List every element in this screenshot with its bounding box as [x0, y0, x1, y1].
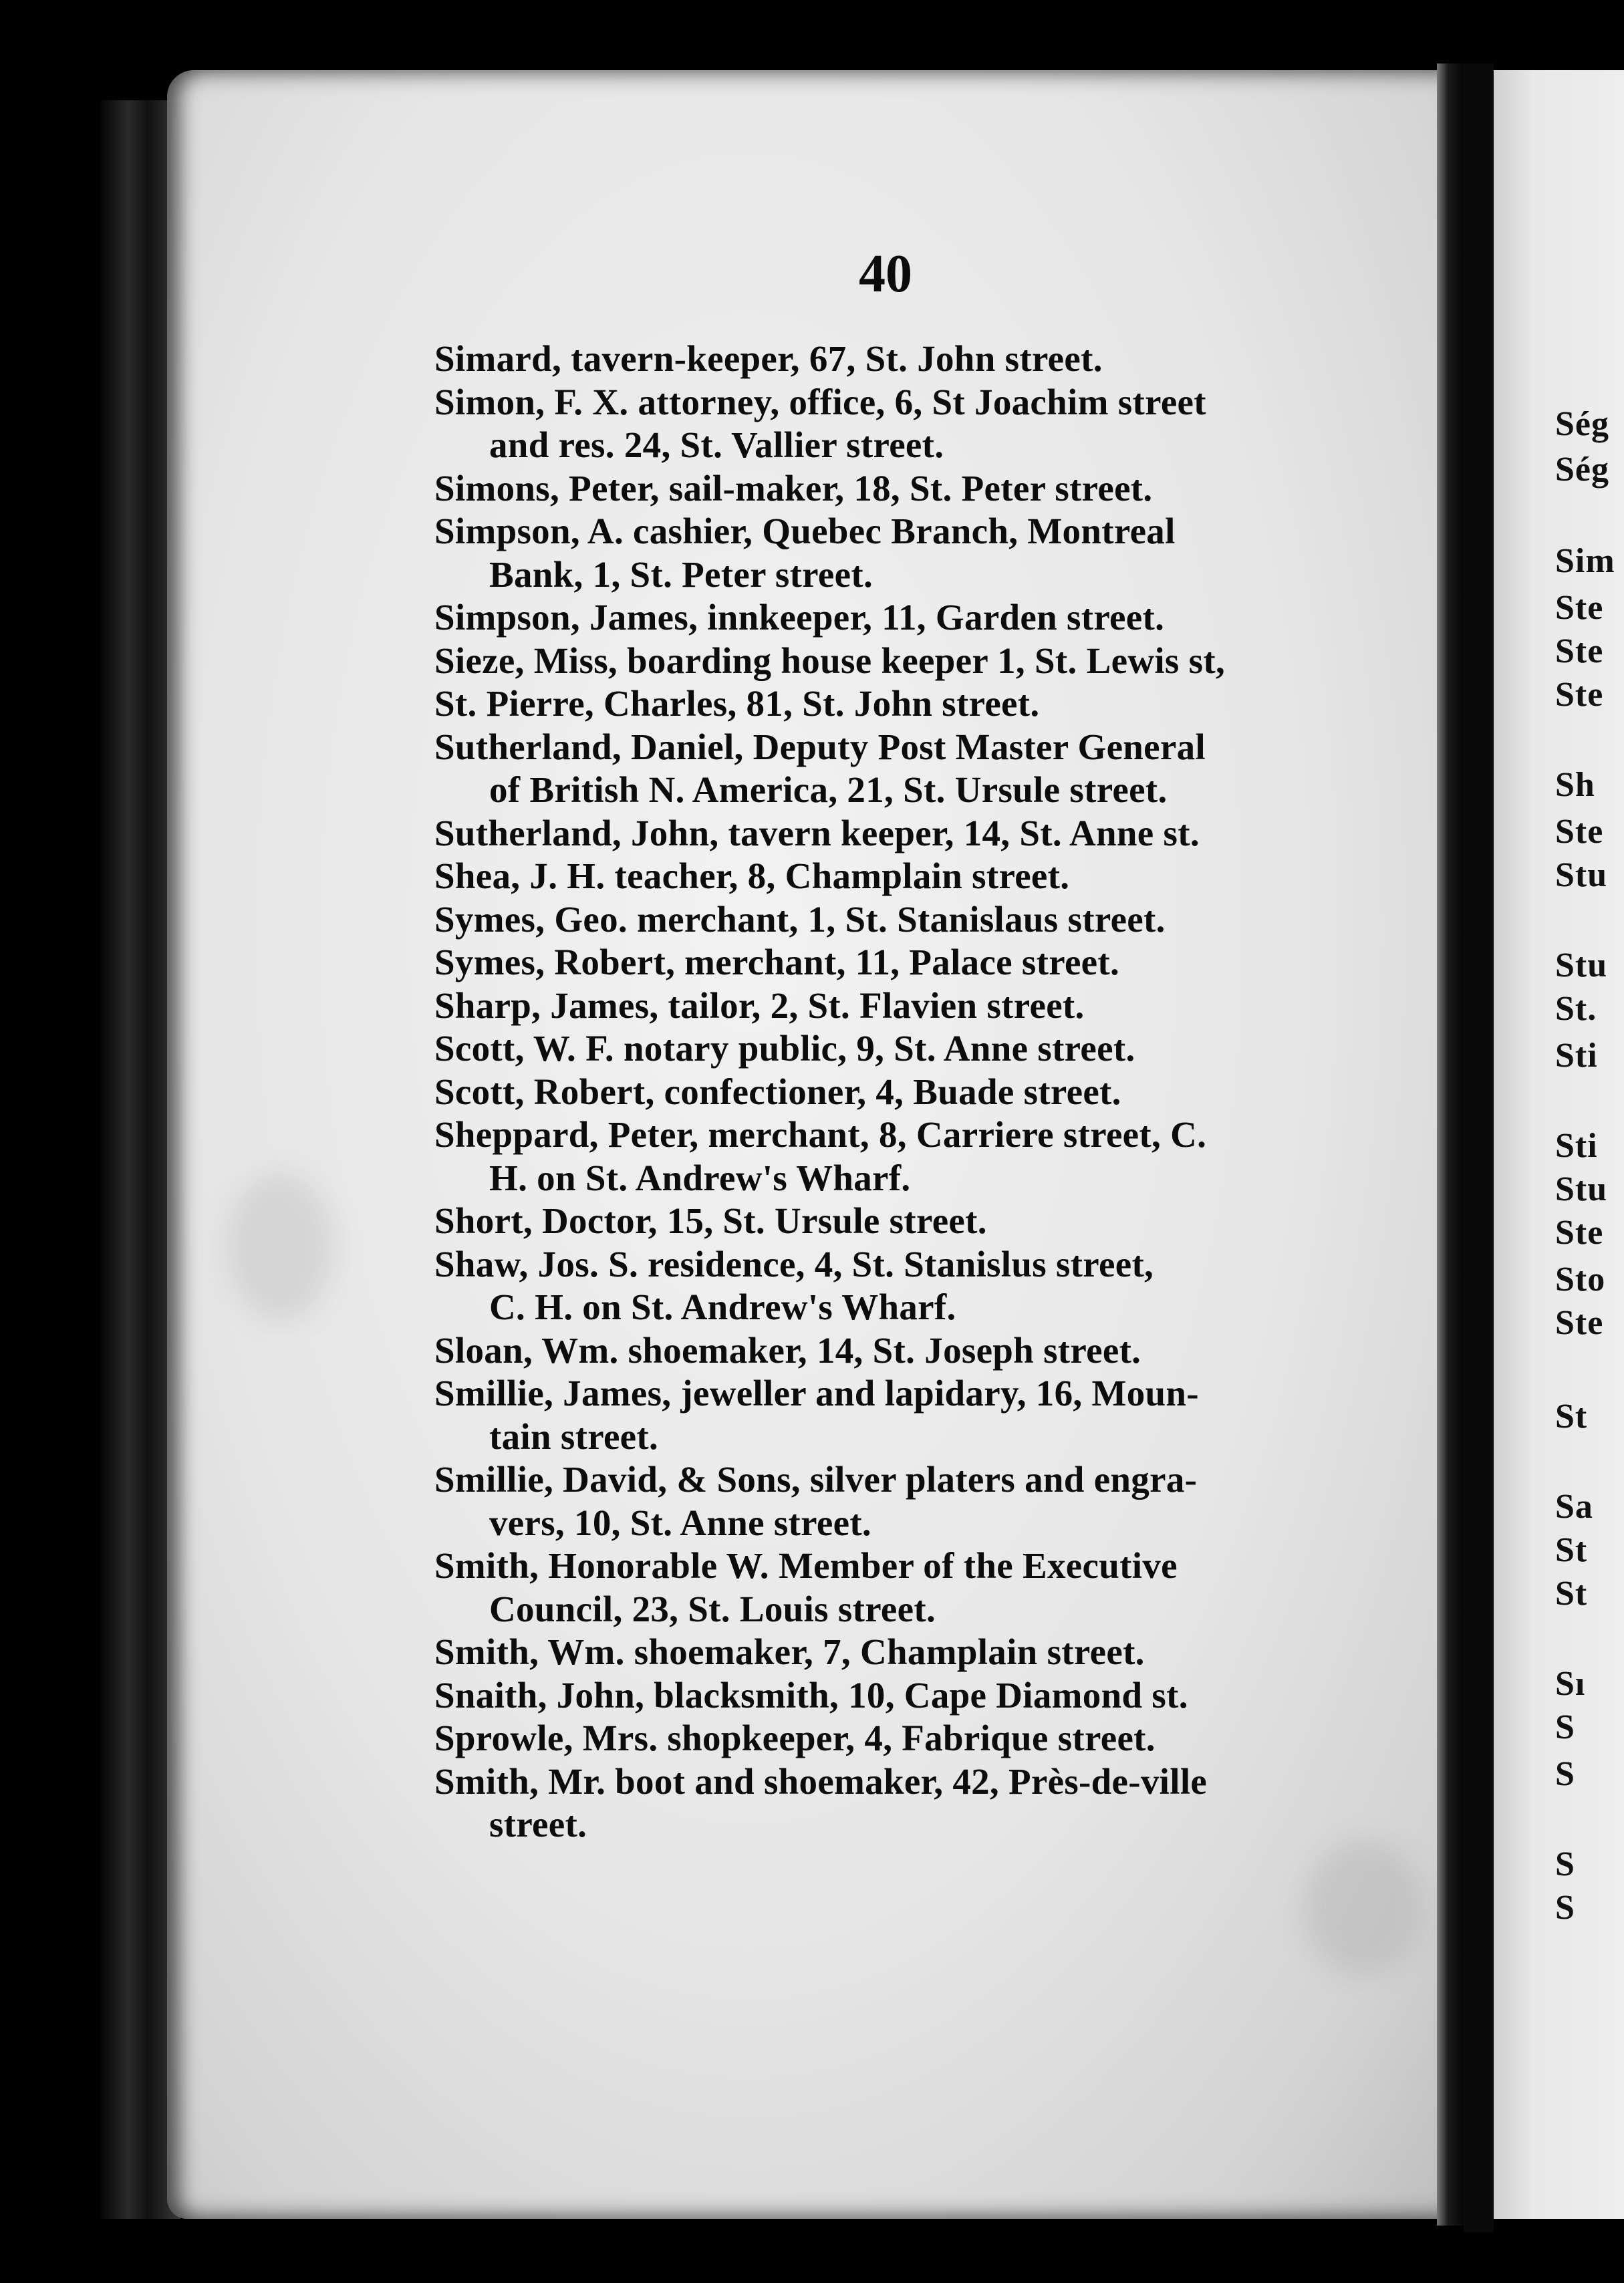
directory-list	[434, 338, 1390, 1847]
facing-page-text: St	[1555, 1397, 1588, 1436]
page-stain	[227, 1173, 334, 1320]
facing-page-text: Ste	[1555, 589, 1604, 627]
facing-page-text: Ste	[1555, 676, 1604, 714]
facing-page-text: Ste	[1555, 1304, 1604, 1342]
facing-page-text: Sti	[1555, 1127, 1598, 1165]
directory-entry: Smith, Wm. shoemaker, 7, Champlain street.	[434, 1631, 1145, 1672]
directory-entry: Sutherland, Daniel, Deputy Post Master General of British N. America, 21, St. Ursule street.	[434, 726, 1206, 810]
directory-entry: Sieze, Miss, boarding house keeper 1, St. Lewis st,	[434, 640, 1226, 681]
directory-entry: Short, Doctor, 15, St. Ursule street.	[434, 1200, 987, 1241]
facing-page-text: Ste	[1555, 632, 1604, 670]
facing-page-text: Ség	[1555, 405, 1609, 443]
directory-entry: Simard, tavern-keeper, 67, St. John street.	[434, 338, 1103, 379]
facing-page	[1494, 70, 1624, 2219]
page-stain	[1303, 1841, 1424, 1975]
facing-page-text: Stu	[1555, 946, 1608, 984]
facing-page-text: S	[1555, 1755, 1575, 1793]
directory-entry: Shea, J. H. teacher, 8, Champlain street.	[434, 855, 1070, 896]
directory-entry: Smillie, James, jeweller and lapidary, 16, Moun- tain street.	[434, 1373, 1199, 1457]
directory-entry: Symes, Robert, merchant, 11, Palace street.	[434, 942, 1120, 982]
directory-entry: Smith, Mr. boot and shoemaker, 42, Près-de-ville street.	[434, 1760, 1208, 1845]
directory-entry: Simpson, A. cashier, Quebec Branch, Montreal Bank, 1, St. Peter street.	[434, 511, 1176, 595]
facing-page-text: Sti	[1555, 1037, 1598, 1075]
facing-page-text: Sim	[1555, 542, 1615, 580]
directory-entry: Simons, Peter, sail-maker, 18, St. Peter street.	[434, 467, 1153, 509]
page-number: 40	[859, 245, 912, 303]
directory-entry: Simon, F. X. attorney, office, 6, St Joachim street and res. 24, St. Vallier street.	[434, 381, 1206, 465]
directory-entry: St. Pierre, Charles, 81, St. John street.	[434, 683, 1040, 724]
facing-page-text: S	[1555, 1708, 1575, 1746]
facing-page-text: Ség	[1555, 450, 1609, 489]
directory-entry: Scott, W. F. notary public, 9, St. Anne street.	[434, 1028, 1135, 1069]
facing-page-text: St	[1555, 1575, 1588, 1613]
facing-page-text: Sto	[1555, 1260, 1606, 1299]
facing-page-text: Sa	[1555, 1488, 1593, 1526]
facing-page-text: Ste	[1555, 813, 1604, 851]
directory-entry: Sprowle, Mrs. shopkeeper, 4, Fabrique street.	[434, 1718, 1156, 1758]
directory-entry: Sheppard, Peter, merchant, 8, Carriere street, C. H. on St. Andrew's Wharf.	[434, 1114, 1207, 1198]
directory-entry: Simpson, James, innkeeper, 11, Garden street.	[434, 597, 1165, 638]
directory-entry: Shaw, Jos. S. residence, 4, St. Stanislus street, C. H. on St. Andrew's Wharf.	[434, 1243, 1154, 1327]
directory-entry: Smith, Honorable W. Member of the Executive Council, 23, St. Louis street.	[434, 1545, 1178, 1629]
directory-entry: Symes, Geo. merchant, 1, St. Stanislaus street.	[434, 898, 1166, 940]
facing-page-text: Ste	[1555, 1214, 1604, 1252]
facing-page-text: Sh	[1555, 766, 1595, 804]
facing-page-text: St	[1555, 1531, 1588, 1569]
book-gutter	[1464, 63, 1494, 2232]
directory-entry: Sharp, James, tailor, 2, St. Flavien street.	[434, 984, 1085, 1026]
facing-page-text: Stu	[1555, 1170, 1608, 1208]
page-edge	[1437, 63, 1465, 2226]
directory-entry: Snaith, John, blacksmith, 10, Cape Diamond st.	[434, 1674, 1188, 1716]
facing-page-text: Sı	[1555, 1665, 1586, 1703]
directory-entry: Sloan, Wm. shoemaker, 14, St. Joseph street.	[434, 1329, 1141, 1371]
facing-page-text: S	[1555, 1845, 1575, 1883]
facing-page-text: S	[1555, 1889, 1575, 1927]
directory-entry: Smillie, David, & Sons, silver platers and engra- vers, 10, St. Anne street.	[434, 1459, 1198, 1543]
facing-page-text: Stu	[1555, 856, 1608, 894]
facing-page-text: St.	[1555, 990, 1597, 1028]
directory-entry: Sutherland, John, tavern keeper, 14, St. Anne st.	[434, 812, 1200, 853]
directory-entry: Scott, Robert, confectioner, 4, Buade street.	[434, 1071, 1121, 1112]
